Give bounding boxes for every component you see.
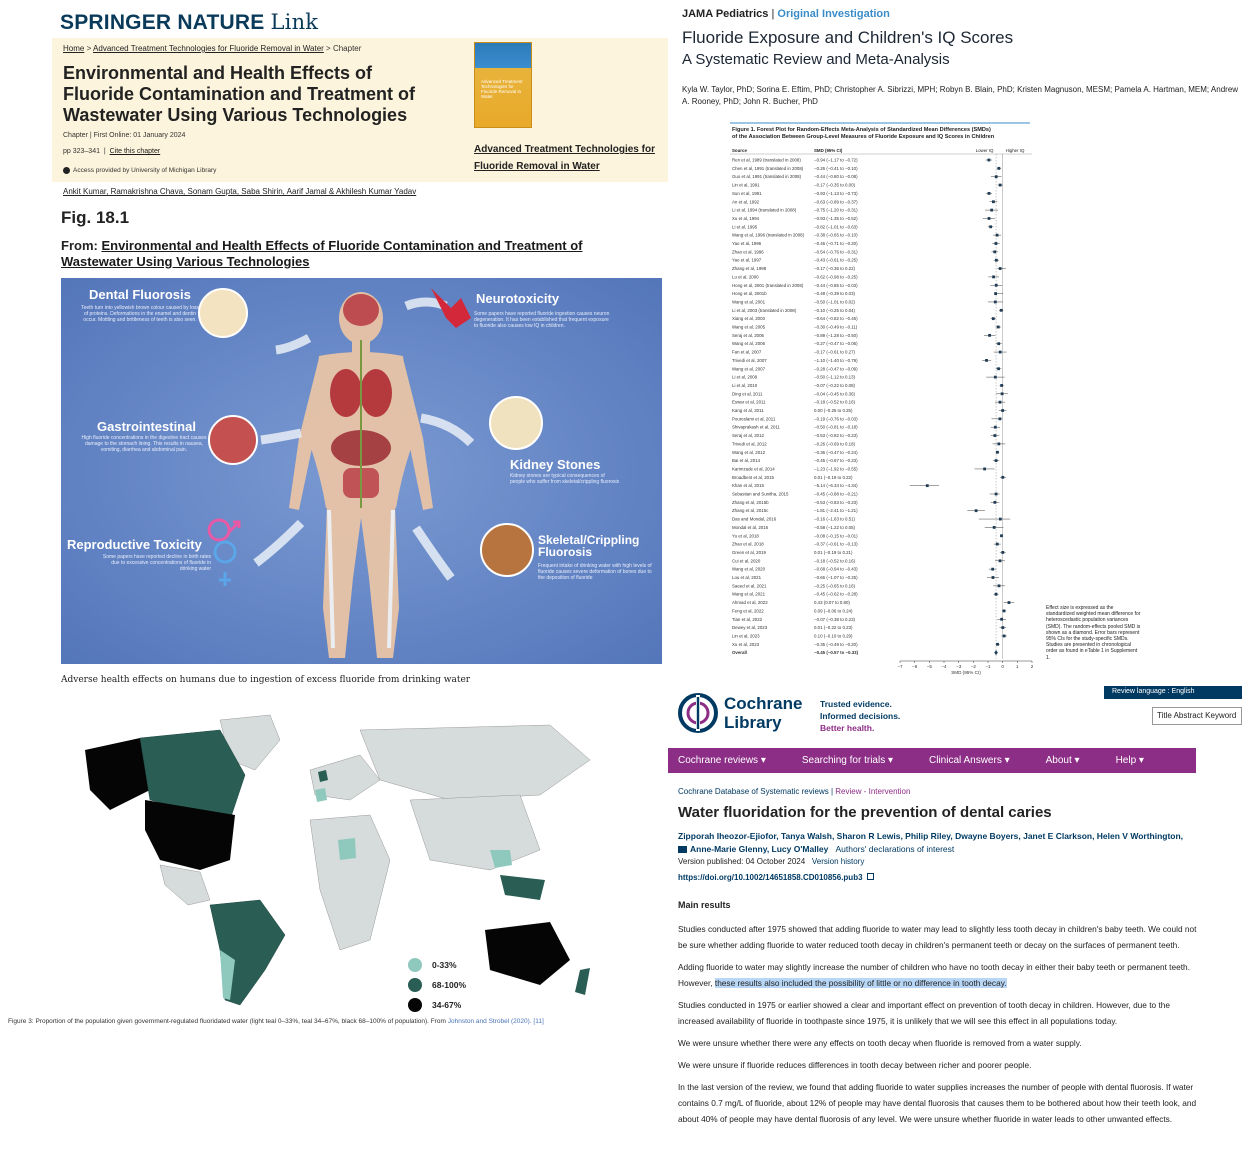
smd-point [992, 576, 995, 579]
study-smd: −0.10 (−0.25 to 0.04) [814, 307, 856, 313]
study-smd: −0.46 (−0.71 to −0.20) [814, 241, 858, 246]
chapter-title: Environmental and Health Effects of Fluoride Contamination and Treatment of Wastewater Using Various Technologies [63, 63, 416, 125]
skeletal-fluorosis-desc: Frequent intake of drinking water with high levels of fluoride causes severe deformation of bones due to the deposition of fluoride [538, 563, 652, 581]
results-paragraph: Studies conducted after 1975 showed that adding fluoride to water may lead to slightly less tooth decay in children's baby teeth. We could not be sure whether adding fluoride to water reduced tooth decay in children's permanent teeth or decay on the surfaces of permanent teeth. [678, 924, 1197, 950]
book-title-link[interactable]: Advanced Treatment Technologies for Fluoride Removal in Water [474, 144, 655, 172]
smd-point [997, 342, 1000, 345]
study-smd: 0.01 (−0.19 to 0.21) [814, 549, 853, 555]
smd-point [994, 292, 997, 295]
study-label: Guo et al, 1991 (translated in 2008) [732, 174, 802, 180]
kidney-stones-desc: Kidney stones are typical consequences of people who suffer from skeletal/crippling fluorosis [510, 473, 620, 485]
study-smd: −0.27 (−0.47 to −0.06) [814, 341, 858, 347]
study-smd: −0.17 (−0.35 to 0.00) [814, 182, 856, 188]
figure-label: Fig. 18.1 [61, 208, 130, 227]
smd-point [997, 443, 1000, 446]
x-tick-label: −6 [912, 664, 918, 669]
study-smd: −0.68 (−0.94 to −0.43) [814, 566, 858, 572]
smd-point [996, 543, 999, 546]
higher-iq-label: Higher IQ [1005, 148, 1025, 153]
main-results-heading: Main results [678, 900, 731, 910]
study-smd: −0.93 (−1.13 to −0.73) [814, 190, 858, 196]
study-smd: −0.94 (−1.17 to −0.72) [814, 157, 858, 163]
x-tick-label: −3 [956, 664, 962, 669]
study-label: Chen et al, 1991 (translated in 2008) [732, 165, 804, 171]
study-label: Seraj et al, 2012 [732, 433, 764, 439]
smd-point [996, 451, 999, 454]
smd-point [994, 426, 997, 429]
study-smd: −0.16 (−1.63 to 0.51) [814, 516, 856, 522]
email-icon[interactable] [678, 846, 687, 853]
chapter-pages: pp 323–341 | Cite this chapter [63, 148, 161, 155]
study-smd: −0.07 (−0.38 to 0.23) [814, 616, 856, 622]
lower-iq-label: Lower IQ [975, 148, 994, 153]
study-smd: 0.09 (−0.06 to 0.24) [814, 608, 853, 614]
study-smd: −0.25 (−0.65 to 0.16) [814, 583, 856, 589]
study-smd: −0.37 (−0.61 to −0.13) [814, 541, 858, 547]
study-label: Saeed et al, 2021 [732, 583, 767, 589]
study-label: Sebastian and Sunitha, 2015 [732, 491, 789, 497]
spain-region [315, 788, 327, 802]
version-history-link[interactable]: Version history [811, 857, 865, 866]
study-smd: −0.30 (−0.49 to −0.11) [814, 324, 858, 330]
study-label: Li et al, 1995 [732, 224, 758, 230]
smd-point [1000, 618, 1003, 621]
gastrointestinal-desc: High fluoride concentrations in the digestive tract causes damage to the stomach lining. This results in nausea, vomiting, diarrhea and abdominal pain. [81, 435, 207, 453]
gastrointestinal-title: Gastrointestinal [97, 419, 196, 434]
smd-point [995, 259, 998, 262]
cochrane-tagline: Trusted evidence. Informed decisions. Better health. [820, 699, 901, 733]
study-smd: −0.36 (−0.47 to −0.24) [814, 449, 858, 455]
study-label: Yao et al, 1996 [732, 241, 762, 246]
smd-point [1001, 409, 1004, 412]
nav-clinical-answers[interactable]: Clinical Answers ▾ [929, 755, 1010, 766]
study-smd: −0.53 (−0.82 to −0.23) [814, 433, 858, 439]
study-smd: −0.50 (−1.12 to 0.13) [814, 374, 856, 380]
neurotoxicity-desc: Some papers have reported fluoride ingestion causes neuron degeneration. It has been established that frequent exposure to fluoride also causes low IQ in children. [474, 311, 610, 329]
study-label: Wang et al, 2001 [732, 299, 766, 305]
smd-point [995, 175, 998, 178]
health-effects-figure [61, 278, 662, 664]
stomach-icon [209, 416, 257, 464]
author-list[interactable]: Ankit Kumar, Ramakrishna Chava, Sonam Gupta, Saba Shirin, Aarif Jamal & Akhilesh Kumar Yadav [63, 187, 417, 196]
study-smd: −0.38 (−0.65 to −0.10) [814, 232, 858, 238]
study-smd: −0.50 (−1.01 to 0.02) [814, 299, 856, 305]
review-authors[interactable]: Zipporah Iheozor-Ejiofor, Tanya Walsh, Sharon R Lewis, Philip Riley, Dwayne Boyers, Janet E Clarkson, Helen V Worthington, Anne-Marie Glenny, Lucy O'Malley Authors' declarations of interest [678, 831, 1184, 854]
study-label: Yao et al, 1997 [732, 257, 762, 263]
smd-point [998, 584, 1001, 587]
col-source-header: Source [732, 148, 747, 153]
smd-point [993, 434, 996, 437]
study-smd: −0.54 (−0.76 to −0.31) [814, 249, 858, 255]
study-smd: 0.43 (0.07 to 0.80) [814, 600, 850, 606]
smd-point [989, 225, 992, 228]
study-label: Kang et al, 2011 [732, 408, 764, 413]
study-label: Broadbent et al, 2015 [732, 474, 774, 480]
x-tick-label: −4 [941, 664, 947, 669]
smd-point [997, 326, 1000, 329]
study-label: Wang et al, 1996 (translated in 2008) [732, 232, 805, 238]
smd-point [992, 200, 995, 203]
smd-point [992, 276, 995, 279]
study-smd: −0.44 (−0.85 to −0.03) [814, 282, 858, 288]
study-smd: −5.14 (−6.34 to −4.34) [814, 483, 858, 489]
col-smd-header: SMD (95% CI) [814, 148, 843, 153]
smd-point [995, 593, 998, 596]
study-label: Feng et al, 2022 [732, 608, 764, 614]
study-label: An et al, 1992 [732, 199, 760, 205]
study-smd: −0.62 (−0.98 to −0.25) [814, 274, 858, 280]
figure-source: From: Environmental and Health Effects of Fluoride Contamination and Treatment of Wastewater Using Various Technologies [61, 238, 583, 269]
smd-point [1000, 384, 1003, 387]
study-label: Lin et al, 1991 [732, 182, 760, 188]
article-type-link[interactable]: Original Investigation [777, 8, 890, 20]
smd-point [1000, 309, 1003, 312]
x-tick-label: 0 [1001, 664, 1004, 669]
study-label: Xu et al, 2023 [732, 641, 760, 647]
smd-point [1001, 626, 1004, 629]
smd-point [999, 401, 1002, 404]
study-label: Ding et al, 2011 [732, 391, 763, 397]
smd-point [1001, 551, 1004, 554]
study-label: Zhang et al, 2015b [732, 499, 769, 505]
study-label: Khan et al, 2015 [732, 483, 764, 489]
external-link-icon [867, 873, 874, 880]
study-smd: −0.53 (−0.83 to −0.23) [814, 499, 858, 505]
study-label: Zhang et al, 1998 [732, 266, 767, 272]
study-label: Tian et al, 2022 [732, 616, 763, 622]
study-label: Lou et al, 2021 [732, 575, 762, 580]
study-label: Wang et al, 2020 [732, 566, 766, 572]
study-label: Trivedi et al, 2012 [732, 441, 767, 447]
results-paragraph: In the last version of the review, we found that adding fluoride to water supplies increases the number of people with dental fluorosis. If water contains 0.7 mg/L of fluoride, about 12% of people may have dental fluorosis that causes them to be bothered about how their teeth look, and about 40% of people may have dental fluorosis of any level. We were unsure whether fluoride in water leads to other unwanted effects. [678, 1082, 1197, 1124]
jama-article-panel [668, 0, 1242, 700]
study-smd: −0.63 (−0.89 to −0.37) [814, 199, 858, 205]
smd-point [992, 317, 995, 320]
tooth-texture-icon [199, 289, 247, 337]
smd-point [985, 359, 988, 362]
smd-point [999, 559, 1002, 562]
forest-title: of the Association Between Group-Level Measures of Fluoride Exposure and IQ Scores in Children [732, 134, 995, 140]
study-label: Li et al, 2010 [732, 382, 758, 388]
forest-title: Figure 1. Forest Plot for Random-Effects Meta-Analysis of Standardized Mean Differences (SMDs) [732, 127, 991, 133]
results-paragraph: Adding fluoride to water may slightly increase the number of children who have no tooth decay in either their baby teeth or permanent teeth. However, these results also included the possibility of little or no difference in tooth decay. [678, 962, 1190, 988]
x-tick-label: 2 [1030, 664, 1034, 669]
smd-point [988, 217, 991, 220]
search-scope-select[interactable]: Title Abstract Keyword [1152, 707, 1242, 725]
nav-cochrane-reviews[interactable]: Cochrane reviews ▾ [678, 755, 766, 766]
study-smd: −0.17 (−0.36 to 0.22) [814, 266, 856, 272]
study-smd: −0.45 (−0.57 to −0.33) [814, 650, 859, 656]
smd-point [990, 209, 993, 212]
study-label: Zhao et al, 2018 [732, 541, 764, 547]
study-smd: −0.44 (−0.80 to −0.08) [814, 174, 858, 180]
doi-link[interactable]: https://doi.org/10.1002/14651858.CD010856.pub3 [678, 873, 874, 882]
cite-link[interactable]: Cite this chapter [109, 148, 161, 155]
study-label: Ren et al, 1989 (translated in 2008) [732, 157, 801, 163]
legend-swatch [408, 978, 422, 992]
kidney-stones-title: Kidney Stones [510, 457, 601, 472]
main-nav [668, 748, 1196, 773]
check-circle-icon [63, 167, 70, 174]
chapter-header [52, 38, 668, 182]
smd-point [987, 159, 990, 162]
study-smd: −0.45 (−0.67 to −0.23) [814, 458, 858, 464]
breadcrumb-home[interactable]: Home [63, 44, 85, 53]
study-smd: −0.58 (−1.22 to 0.05) [814, 524, 856, 530]
study-label: Li et al, 1994 (translated in 2008) [732, 207, 797, 213]
study-label: Wang et al, 2006 [732, 341, 766, 347]
smd-point [999, 267, 1002, 270]
study-smd: −0.48 (−0.39 to 0.03) [814, 291, 856, 297]
article-authors: Kyla W. Taylor, PhD; Sorina E. Eftim, PhD; Christopher A. Sibrizzi, MPH; Robyn B. Blain, PhD; Kristen Magnuson, MESM; Pamela A. Hartman, MEM; Andrew A. Rooney, PhD; John R. Bucher, PhD [682, 85, 1239, 106]
smd-point [996, 643, 999, 646]
study-label: Eswar et al, 2011 [732, 399, 766, 405]
legend-item: 34-67% [408, 995, 466, 1015]
kidney-stone-icon [490, 397, 542, 449]
study-label: Das and Mondal, 2016 [732, 516, 777, 522]
study-label: Poureslami et al, 2011 [732, 416, 776, 422]
study-smd: −0.26 (−0.69 to 0.18) [814, 441, 856, 447]
smd-point [1003, 610, 1006, 613]
nav-help[interactable]: Help ▾ [1115, 755, 1144, 766]
review-title: Water fluoridation for the prevention of dental caries [678, 804, 1052, 821]
study-smd: −0.66 (−1.07 to −0.25) [814, 575, 858, 580]
article-title: Fluoride Exposure and Children's IQ Scores [682, 28, 1014, 47]
x-axis-label: SMD (95% CI) [951, 670, 981, 675]
smd-point [1001, 392, 1004, 395]
breadcrumb: Home > Advanced Treatment Technologies for Fluoride Removal in Water > Chapter [63, 44, 362, 53]
map-caption-link[interactable]: Johnston and Strobel (2020). [11] [447, 1018, 544, 1025]
study-smd: −0.35 (−0.49 to −0.20) [814, 641, 858, 647]
study-smd: 0.10 (−0.10 to 0.29) [814, 633, 853, 639]
study-label: Wang et al, 2005 [732, 324, 766, 330]
cochrane-logo-icon[interactable] [678, 693, 718, 733]
study-smd: −0.64 (−0.82 to −0.46) [814, 316, 858, 322]
study-smd: −0.07 (−0.22 to 0.08) [814, 382, 856, 388]
breadcrumb-book[interactable]: Advanced Treatment Technologies for Fluoride Removal in Water [93, 44, 324, 53]
legend-item: 0-33% [408, 955, 466, 975]
chapter-link[interactable]: Environmental and Health Effects of Fluoride Contamination and Treatment of Wastewater Using Various Technologies [61, 238, 583, 269]
smd-point [995, 459, 998, 462]
review-database: Cochrane Database of Systematic reviews | Review - Intervention [678, 787, 911, 796]
study-smd: −0.18 (−0.52 to 0.16) [814, 558, 856, 564]
study-label: Zhang et al, 2015c [732, 508, 769, 514]
study-label: Karimzade et al, 2014 [732, 466, 775, 472]
libya-region [338, 838, 356, 860]
results-paragraph: We were unsure whether there were any effects on tooth decay when fluoride is removed from a water supply. [678, 1038, 1082, 1048]
reproductive-toxicity-desc: Some papers have reported decline in birth rates due to excessive concentrations of fluoride in drinking water [102, 554, 211, 572]
smd-point [983, 468, 986, 471]
study-label: Mondal et al, 2016 [732, 524, 769, 530]
smd-point [1000, 534, 1003, 537]
study-smd: −0.45 (−0.88 to −0.21) [814, 491, 858, 497]
neurotoxicity-title: Neurotoxicity [476, 291, 560, 306]
smd-point [993, 250, 996, 253]
study-smd: 0.01 (−0.19 to 0.22) [814, 474, 853, 480]
study-label: Xu et al, 1994 [732, 215, 760, 221]
book-cover[interactable] [474, 42, 532, 128]
smd-point [998, 417, 1001, 420]
study-label: Dewey et al, 2023 [732, 625, 768, 631]
x-tick-label: −1 [985, 664, 991, 669]
legend-item: 68-100% [408, 975, 466, 995]
study-label: Lu et al, 2000 [732, 274, 759, 280]
study-smd: −0.43 (−0.61 to −0.25) [814, 257, 858, 263]
springer-logo[interactable]: SPRINGER NATURE Link [60, 10, 319, 34]
reproductive-toxicity-title: Reproductive Toxicity [67, 537, 202, 552]
smd-point [999, 351, 1002, 354]
x-tick-label: −7 [897, 664, 903, 669]
breadcrumb-chapter: Chapter [332, 44, 362, 53]
access-notice: Access provided by University of Michigan Library [63, 167, 216, 174]
study-smd: −0.75 (−1.20 to −0.31) [814, 207, 858, 213]
book-cover-text: Advanced Treatment Technologies for Fluoride Removal in Water [481, 79, 523, 99]
dental-fluorosis-desc: Teeth turn into yellowish brown colour caused by loss of proteins. Deformations in the enamel and dentin occur. Mottling and brittleness of teeth is also seen. [81, 305, 199, 323]
legend-swatch [408, 998, 422, 1012]
smd-point [999, 518, 1002, 521]
study-label: Wang et al, 2021 [732, 591, 766, 597]
study-label: Xiang et al, 2003 [732, 316, 765, 322]
cochrane-review-panel [668, 685, 1242, 1164]
x-tick-label: −2 [970, 664, 976, 669]
study-label: Zhao et al, 1996 [732, 249, 764, 255]
study-smd: −0.45 (−0.62 to −0.28) [814, 591, 858, 597]
study-smd: −0.28 (−0.47 to −0.09) [814, 366, 858, 372]
figure-caption: Adverse health effects on humans due to ingestion of excess fluoride from drinking water [61, 675, 471, 685]
smd-point [996, 234, 999, 237]
smd-point [988, 334, 991, 337]
version-info: Version published: 04 October 2024 Version history [678, 857, 865, 866]
smd-point [995, 242, 998, 245]
legend-swatch [408, 958, 422, 972]
smd-point [975, 509, 978, 512]
cochrane-brand[interactable]: Cochrane Library [724, 694, 803, 732]
smd-point [993, 526, 996, 529]
chapter-meta: Chapter | First Online: 01 January 2024 [63, 132, 186, 139]
study-label: Trivedi et al, 2007 [732, 357, 767, 363]
smd-point [926, 484, 929, 487]
pooled-diamond [994, 650, 998, 655]
study-smd: −0.19 (−0.76 to −0.03) [814, 416, 858, 422]
study-smd: 0.00 (−0.25 to 0.25) [814, 408, 853, 413]
forest-plot-note: Effect size is expressed as the standardized weighted mean difference for heteroscedastic population variances (SMD). The random-effects pooled SMD is shown as a diamond. Error bars represent 95% CIs for the study-specific SMDs. Studies are presented in chronological order as found in eTable 1 in Supplement 1. [1046, 605, 1141, 661]
highlighted-text: these results also included the possibility of little or no difference in tooth decay. [714, 978, 1007, 988]
smd-point [1001, 476, 1004, 479]
study-label: Hong et al, 2001b [732, 291, 767, 297]
study-label: Cui et al, 2020 [732, 558, 761, 564]
study-smd: −0.93 (−1.35 to −0.52) [814, 215, 858, 221]
study-label: Seraj et al, 2006 [732, 332, 764, 338]
smd-point [999, 184, 1002, 187]
study-label: Shivaprakash et al, 2011 [732, 424, 781, 430]
map-legend [408, 955, 466, 1015]
study-label: Sun et al, 1991 [732, 190, 762, 196]
results-paragraph: Studies conducted in 1975 or earlier showed a clear and important effect on prevention of tooth decay in children. However, due to the increased availability of fluoride in toothpaste since 1975, it is unlikely that we will see this effect in all populations today. [678, 1000, 1170, 1026]
x-tick-label: −5 [926, 664, 932, 669]
study-label: Fan et al, 2007 [732, 349, 762, 355]
nav-about[interactable]: About ▾ [1045, 755, 1080, 766]
study-smd: 0.01 (−0.22 to 0.23) [814, 625, 853, 631]
study-smd: −0.04 (−0.45 to 0.36) [814, 391, 856, 397]
study-label: Lin et al, 2023 [732, 633, 760, 639]
smd-point [993, 501, 996, 504]
smd-point [997, 167, 1000, 170]
smd-point [1008, 601, 1011, 604]
study-smd: −0.50 (−0.81 to −0.18) [814, 424, 858, 430]
bone-texture-icon [481, 524, 533, 576]
smd-point [995, 284, 998, 287]
smd-point [997, 367, 1000, 370]
study-label: Li et al, 2003 (translated in 2008) [732, 307, 797, 313]
study-label: Yu et al, 2018 [732, 533, 759, 539]
study-label: Bai et al, 2014 [732, 458, 761, 464]
study-smd: −0.26 (−0.41 to −0.10) [814, 165, 858, 171]
results-paragraph: We were unsure if fluoride reduces differences in tooth decay between richer and poorer people. [678, 1060, 1032, 1070]
smd-point [1003, 635, 1006, 638]
study-smd: −0.17 (−0.61 to 0.27) [814, 349, 856, 355]
smd-point [991, 568, 994, 571]
smd-point [994, 376, 997, 379]
study-smd: −0.08 (−0.15 to −0.01) [814, 533, 858, 539]
skeletal-fluorosis-title: Skeletal/Crippling Fluorosis [538, 533, 640, 559]
study-smd: −1.10 (−1.40 to −0.79) [814, 357, 858, 363]
study-label: Hong et al, 2001 (translated in 2008) [732, 282, 804, 288]
declarations-link[interactable]: Authors' declarations of interest [835, 843, 955, 854]
main-results-body [678, 921, 1198, 1133]
study-smd: −0.82 (−1.01 to −0.63) [814, 224, 858, 230]
nav-searching-for-trials[interactable]: Searching for trials ▾ [801, 755, 894, 766]
smd-point [995, 493, 998, 496]
study-smd: −0.89 (−1.28 to −0.50) [814, 332, 858, 338]
study-label: Overall [732, 650, 747, 656]
forest-plot [730, 120, 1184, 685]
smd-point [994, 301, 997, 304]
dental-fluorosis-title: Dental Fluorosis [89, 287, 191, 302]
study-label: Ahmad et al, 2022 [732, 600, 768, 606]
study-smd: −1.81 (−2.41 to −1.21) [814, 508, 858, 514]
study-label: Li et al, 2009 [732, 374, 758, 380]
review-language-bar[interactable]: Review language : English [1104, 686, 1242, 699]
map-caption: Figure 3: Proportion of the population given government-regulated fluoridated water (light teal 0–33%, teal 34–67%, black 68–100% of population). From Johnston and Strobel (2020). [11] [8, 1018, 544, 1025]
article-subtitle: A Systematic Review and Meta-Analysis [682, 51, 950, 68]
study-label: Green et al, 2019 [732, 549, 766, 555]
study-smd: −1.23 (−1.92 to −0.55) [814, 466, 858, 472]
smd-point [988, 192, 991, 195]
x-tick-label: 1 [1016, 664, 1019, 669]
study-label: Wang et al, 2012 [732, 449, 766, 455]
study-label: Wang et al, 2007 [732, 366, 766, 372]
journal-header: JAMA Pediatrics | Original Investigation [682, 8, 890, 20]
study-smd: −0.18 (−0.52 to 0.16) [814, 399, 856, 405]
fluoridation-world-map [70, 700, 630, 1010]
